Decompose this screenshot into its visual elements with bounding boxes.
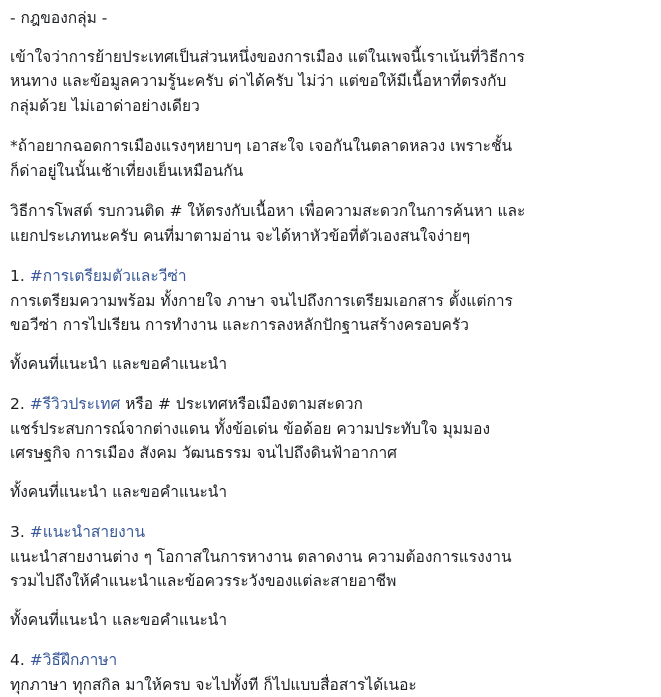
- section-title: [10, 392, 655, 417]
- section-desc-line: เศรษฐกิจ การเมือง สังคม วัฒนธรรม จนไปถึงดินฟ้าอากาศ: [10, 441, 655, 466]
- intro-paragraph: [10, 45, 655, 119]
- section-number: 4.: [10, 651, 25, 669]
- section-3: [10, 520, 655, 594]
- section-desc-line: ขอวีซ่า การไปเรียน การทำงาน และการลงหลักปักฐานสร้างครอบครัว: [10, 313, 655, 338]
- section-number: 1.: [10, 267, 25, 285]
- note-line: *ถ้าอยากฉอดการเมืองแรงๆหยาบๆ เอาสะใจ เจอกันในตลาดหลวง เพราะชั้น: [10, 134, 655, 159]
- section-footer: ทั้งคนที่แนะนำ และขอคำแนะนำ: [10, 608, 655, 633]
- section-footer: ทั้งคนที่แนะนำ และขอคำแนะนำ: [10, 352, 655, 377]
- hashtag-link[interactable]: #รีวิวประเทศ: [30, 395, 121, 413]
- section-desc-line: รวมไปถึงให้คำแนะนำและข้อควรระวังของแต่ละสายอาชีพ: [10, 569, 655, 594]
- note-paragraph: [10, 134, 655, 183]
- section-suffix: หรือ # ประเทศหรือเมืองตามสะดวก: [120, 395, 363, 413]
- post-heading: [10, 6, 655, 31]
- howto-line: แยกประเภทนะครับ คนที่มาตามอ่าน จะได้หาหัวข้อที่ตัวเองสนใจง่ายๆ: [10, 224, 655, 249]
- section-number: 2.: [10, 395, 25, 413]
- section-1: [10, 264, 655, 338]
- intro-line: หนทาง และข้อมูลความรู้นะครับ ด่าได้ครับ ไม่ว่า แต่ขอให้มีเนื้อหาที่ตรงกับ: [10, 69, 655, 94]
- section-desc-line: แนะนำสายงานต่าง ๆ โอกาสในการหางาน ตลาดงาน ความต้องการแรงงาน: [10, 545, 655, 570]
- howto-line: วิธีการโพสต์ รบกวนติด # ให้ตรงกับเนื้อหา เพื่อความสะดวกในการค้นหา และ: [10, 199, 655, 224]
- section-title: [10, 264, 655, 289]
- section-title: [10, 648, 655, 673]
- section-desc-line: ทุกภาษา ทุกสกิล มาให้ครบ จะไปทั้งที ก็ไปแบบสื่อสารได้เนอะ: [10, 673, 655, 697]
- section-desc-line: แชร์ประสบการณ์จากต่างแดน ทั้งข้อเด่น ข้อด้อย ความประทับใจ มุมมอง: [10, 417, 655, 442]
- section-footer: ทั้งคนที่แนะนำ และขอคำแนะนำ: [10, 480, 655, 505]
- group-rules-post: [10, 6, 655, 697]
- heading-text: - กฎของกลุ่ม -: [10, 6, 655, 31]
- note-line: ก็ด่าอยู่ในนั้นเช้าเที่ยงเย็นเหมือนกัน: [10, 159, 655, 184]
- intro-line: เข้าใจว่าการย้ายประเทศเป็นส่วนหนึ่งของการเมือง แต่ในเพจนี้เราเน้นที่วิธีการ: [10, 45, 655, 70]
- section-2-footer: [10, 480, 655, 505]
- hashtag-link[interactable]: #แนะนำสายงาน: [30, 523, 145, 541]
- section-4: [10, 648, 655, 697]
- hashtag-link[interactable]: #วิธีฝึกภาษา: [30, 651, 117, 669]
- section-3-footer: [10, 608, 655, 633]
- section-number: 3.: [10, 523, 25, 541]
- intro-line: กลุ่มด้วย ไม่เอาด่าอย่างเดียว: [10, 94, 655, 119]
- section-title: [10, 520, 655, 545]
- section-2: [10, 392, 655, 466]
- hashtag-link[interactable]: #การเตรียมตัวและวีซ่า: [30, 267, 187, 285]
- howto-paragraph: [10, 199, 655, 248]
- section-desc-line: การเตรียมความพร้อม ทั้งกายใจ ภาษา จนไปถึงการเตรียมเอกสาร ตั้งแต่การ: [10, 289, 655, 314]
- section-1-footer: [10, 352, 655, 377]
